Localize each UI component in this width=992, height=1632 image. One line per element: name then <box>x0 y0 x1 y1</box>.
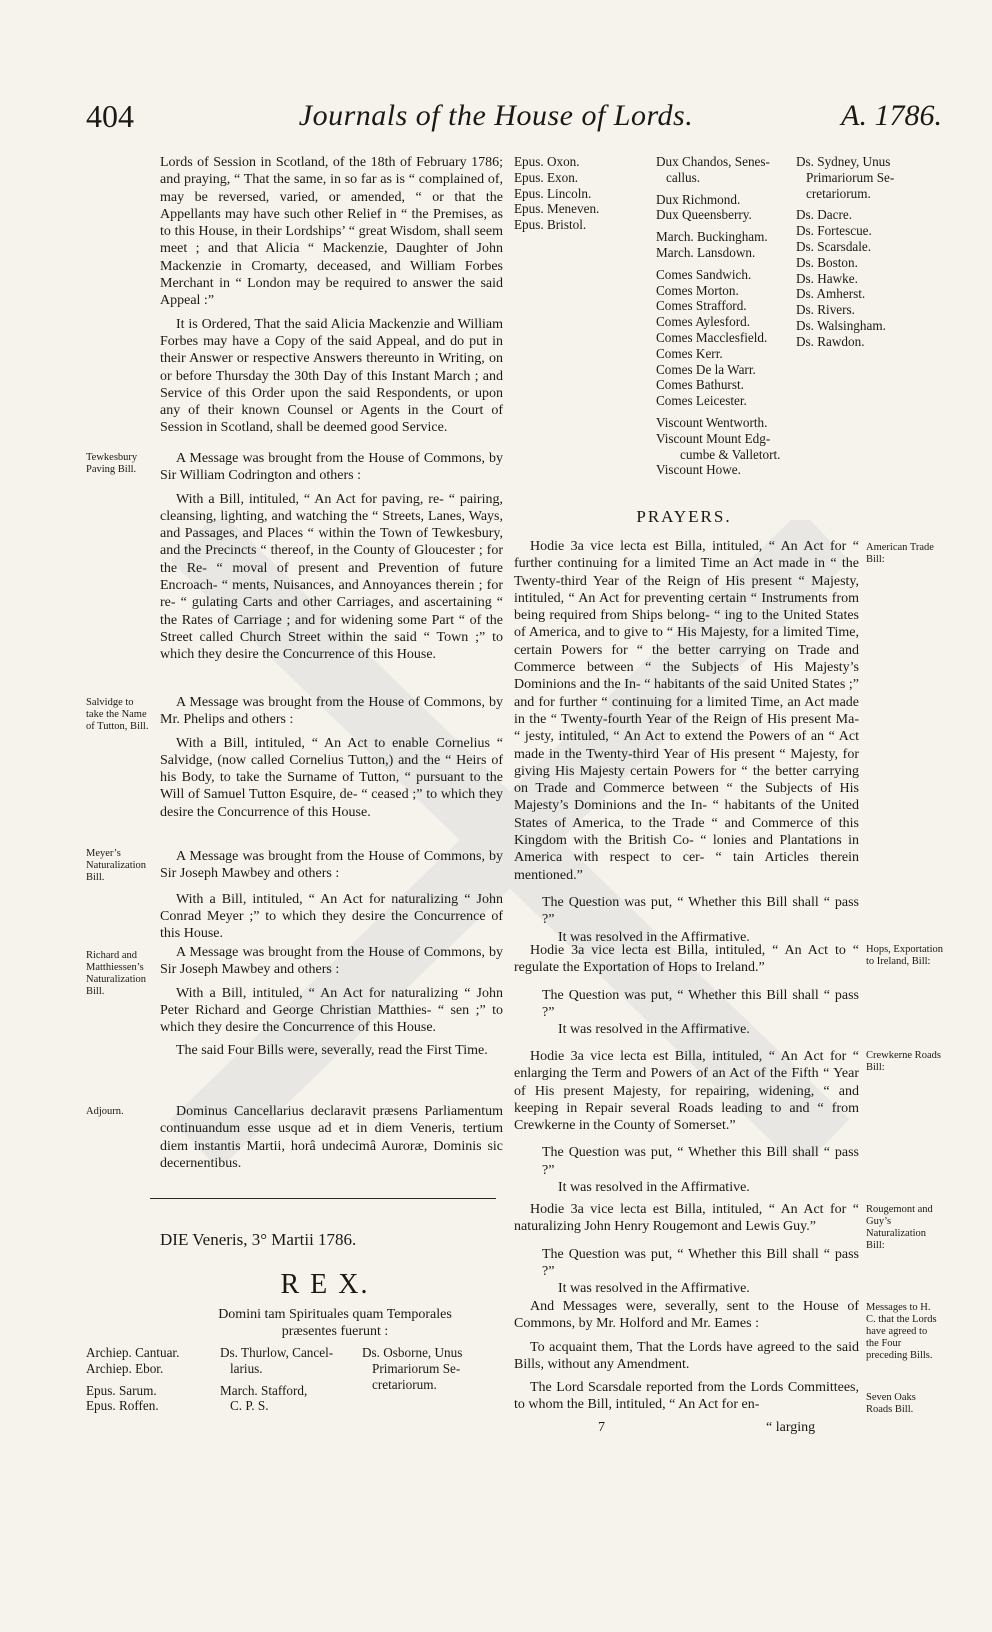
attendance-name: Comes Sandwich. <box>656 266 752 282</box>
attendance-name: March. Buckingham. <box>656 229 768 245</box>
resolved-2: It was resolved in the Affirmative. <box>558 1022 750 1038</box>
four-bills-read: The said Four Bills were, severally, read the First Time. <box>176 1043 488 1059</box>
attendance-name: March. Stafford, <box>220 1382 308 1398</box>
attendance-col-2 <box>220 1345 360 1414</box>
attendance-col-1 <box>86 1345 216 1414</box>
attendance-name: Epus. Roffen. <box>86 1398 159 1414</box>
richard-bill: With a Bill, intituled, “ An Act for naturalizing “ John Peter Richard and George Christian Matthies- “ sen ;” to which they desire the Concurrence of this House. <box>160 985 503 1036</box>
attendance-name: C. P. S. <box>230 1398 269 1414</box>
domini-line: Domini tam Spirituales quam Temporales præsentes fuerunt : <box>218 1307 452 1339</box>
right-attendance-col-3 <box>796 154 946 350</box>
attendance-name: Epus. Exon. <box>514 169 579 185</box>
attendance-name: Dux Queensberry. <box>656 207 752 223</box>
rougemont-bill: Hodie 3a vice lecta est Billa, intituled, “ An Act for “ naturalizing John Henry Rougemont and Lewis Guy.” <box>514 1202 859 1235</box>
salvidge-message: A Message was brought from the House of Commons, by Mr. Phelips and others : <box>160 695 503 728</box>
margin-note-salvidge: Salvidge to take the Name of Tutton, Bill. <box>86 697 149 732</box>
attendance-name: Viscount Mount Edg- <box>656 430 771 446</box>
attendance-name: Ds. Fortescue. <box>796 223 872 239</box>
margin-note-sevenoaks: Seven Oaks Roads Bill. <box>866 1392 916 1415</box>
tewkesbury-bill: With a Bill, intituled, “ An Act for paving, re- “ pairing, cleansing, lighting, and watching the “ Streets, Lanes, Ways, and Passages, and Places “ within the Town of Tewkesbury, and the Precincts “ thereof, in the County of Gloucester ; for the Re- “ moval of present and Prevention of future Encroach- “ ments, Nuisances, and Annoyances therein ; for re- “ gulating Carts and other Carriages, and ascertaining “ the Rates of Carriage ; and for widening some Part “ of the Street called Church Street within the said “ Town ;” to which they desire the Concurrence of this House. <box>160 491 503 663</box>
hops-bill: Hodie 3a vice lecta est Billa, intituled, “ An Act to “ regulate the Exportation of Hops to Ireland.” <box>514 943 859 976</box>
catchword: “ larging <box>766 1420 816 1435</box>
margin-note-hops: Hops, Exportation to Ireland, Bill: <box>866 944 943 967</box>
attendance-name: Ds. Hawke. <box>796 270 858 286</box>
crewkerne-entry <box>514 1048 859 1196</box>
attendance-name: cumbe & Valletort. <box>680 446 781 462</box>
acquaint-text: To acquaint them, That the Lords have agreed to the said Bills, without any Amendment. <box>514 1339 859 1372</box>
left-column <box>160 154 503 437</box>
richard-message: A Message was brought from the House of Commons, by Sir Joseph Mawbey and others : <box>160 945 503 978</box>
american-bill: Hodie 3a vice lecta est Billa, intituled, “ An Act for “ further continuing for a limited Time an Act made in “ the Twenty-third Year of the Reign of His present “ Majesty, intituled, “ An Act for preventing certain “ Instruments from being required from Ships belong- “ ing to the United States of America, and to give to “ His Majesty, for a limited Time, certain Powers for “ the better carrying on Trade and Commerce between “ the Subjects of His Majesty’s Dominions and the In- “ habitants of the said United States ;” and for further “ continuing for a limited Time, an Act made in the “ Twenty-fourth Year of the Reign of His present Ma- “ jesty, intituled, “ An Act to extend the Powers of an “ Act made in the Twenty-third Year of His present “ Majesty, for giving His Majesty certain Powers for “ the better carrying on Trade and Commerce between “ the Subjects of His Majesty’s Dominions and the In- “ habitants of the United States of America, to the Trade “ and Commerce of this Kingdom with the British Co- “ lonies and Plantations in America with respect to cer- “ tain Articles therein mentioned.” <box>514 539 859 883</box>
question-3: The Question was put, “ Whether this Bill shall “ pass ?” <box>542 1145 859 1178</box>
attendance-name: cretariorum. <box>806 185 871 201</box>
margin-note-tewkesbury: Tewkesbury Paving Bill. <box>86 452 138 475</box>
scarsdale-text: The Lord Scarsdale reported from the Lords Committees, to whom the Bill, intituled, “ An Act for en- <box>514 1380 859 1413</box>
order-paragraph: It is Ordered, That the said Alicia Mackenzie and William Forbes may have a Copy of the said Appeal, and do put in their Answer or respective Answers thereunto in Writing, on or before Thursday the 30th Day of this Instant March ; and Service of this Order upon the said Respondents, or upon any of their known Counsel or Agents in the Court of Session in Scotland, shall be deemed good Service. <box>160 316 503 436</box>
attendance-name: Comes Leicester. <box>656 393 747 409</box>
attendance-name: Comes De la Warr. <box>656 361 756 377</box>
right-attendance-col-2 <box>656 154 796 478</box>
attendance-name: Ds. Scarsdale. <box>796 238 872 254</box>
attendance-name: Viscount Howe. <box>656 462 741 478</box>
attendance-name: callus. <box>666 169 701 185</box>
tewkesbury-entry <box>160 450 503 664</box>
margin-note-adjourn: Adjourn. <box>86 1106 124 1117</box>
resolved-3: It was resolved in the Affirmative. <box>558 1180 750 1196</box>
attendance-name: Ds. Amherst. <box>796 286 866 302</box>
attendance-name: Primariorum Se- <box>372 1360 461 1376</box>
date-line: DIE Veneris, 3° Martii 1786. <box>160 1230 357 1249</box>
attendance-name: Ds. Rivers. <box>796 302 855 318</box>
attendance-name: Epus. Oxon. <box>514 154 580 169</box>
section-rule <box>150 1198 496 1199</box>
question-4: The Question was put, “ Whether this Bill shall “ pass ?” <box>542 1246 859 1279</box>
rex-heading: R E X. <box>280 1269 370 1300</box>
attendance-name: Epus. Sarum. <box>86 1382 157 1398</box>
attendance-name: Comes Macclesfield. <box>656 329 768 345</box>
rougemont-entry <box>514 1201 859 1297</box>
attendance-name: Dux Chandos, Senes- <box>656 154 770 169</box>
opening-paragraph: Lords of Session in Scotland, of the 18th of February 1786; and praying, “ That the same, in so far as is “ complained of, may be reversed, varied, or amended, “ or that the Appellants may have such other Relief in “ the Premises, as to this House, in their Lordships’ “ great Wisdom, shall seem meet ; and that Alicia “ Mackenzie, Daughter of John Mackenzie in Cromarty, deceased, and William Forbes Merchant in “ London may be required to answer the said Appeal :” <box>160 155 503 309</box>
meyer-bill: With a Bill, intituled, “ An Act for naturalizing “ John Conrad Meyer ;” to which they desire the Concurrence of this House. <box>160 891 503 942</box>
attendance-name: Ds. Boston. <box>796 254 858 270</box>
attendance-name: Dux Richmond. <box>656 191 741 207</box>
attendance-name: Epus. Lincoln. <box>514 185 592 201</box>
attendance-name: Ds. Thurlow, Cancel- <box>220 1345 334 1360</box>
attendance-name: March. Lansdown. <box>656 244 756 260</box>
question-1: The Question was put, “ Whether this Bill shall “ pass ?” <box>542 894 859 928</box>
messages-text: And Messages were, severally, sent to the House of Commons, by Mr. Holford and Mr. Eames : <box>514 1299 859 1332</box>
resolved-1: It was resolved in the Affirmative. <box>558 929 750 945</box>
attendance-name: Primariorum Se- <box>806 169 895 185</box>
tewkesbury-message: A Message was brought from the House of Commons, by Sir William Codrington and others : <box>160 451 503 484</box>
attendance-name: Comes Aylesford. <box>656 314 751 330</box>
messages-entry <box>514 1298 859 1414</box>
richard-entry <box>160 944 503 1060</box>
american-entry <box>514 538 859 946</box>
page-number: 404 <box>86 98 134 134</box>
signature-mark: 7 <box>598 1420 605 1435</box>
attendance-name: larius. <box>230 1360 263 1376</box>
attendance-name: Archiep. Ebor. <box>86 1360 164 1376</box>
adjourn-entry <box>160 1103 503 1172</box>
crewkerne-bill: Hodie 3a vice lecta est Billa, intituled, “ An Act for “ enlarging the Term and Powers of an Act of the Fifth “ Year of His present Majesty, for repairing, widening, “ and keeping in Repair several Roads leading to and “ from Crewkerne in the County of Somerset.” <box>514 1049 859 1134</box>
margin-note-american: American Trade Bill: <box>866 542 934 565</box>
attendance-name: Archiep. Cantuar. <box>86 1345 180 1360</box>
attendance-name: Epus. Meneven. <box>514 201 600 217</box>
attendance-name: Ds. Dacre. <box>796 207 853 223</box>
page-title: Journals of the House of Lords. <box>298 99 694 132</box>
salvidge-entry <box>160 694 503 821</box>
attendance-name: Comes Morton. <box>656 282 739 298</box>
margin-note-messages: Messages to H. C. that the Lords have agreed to the Four preceding Bills. <box>866 1302 937 1361</box>
attendance-name: Epus. Bristol. <box>514 217 587 233</box>
header-year: A. 1786. <box>841 99 942 132</box>
attendance-col-3 <box>362 1345 502 1392</box>
attendance-name: Comes Kerr. <box>656 345 723 361</box>
question-2: The Question was put, “ Whether this Bill shall “ pass ?” <box>542 987 859 1020</box>
hops-entry <box>514 942 859 1038</box>
margin-note-meyer: Meyer’s Naturalization Bill. <box>86 848 147 883</box>
prayers-heading: PRAYERS. <box>636 507 732 526</box>
salvidge-bill: With a Bill, intituled, “ An Act to enable Cornelius “ Salvidge, (now called Cornelius Tutton,) and the “ Heirs of his Body, to take the Surname of Tutton, “ pursuant to the Will of Samuel Tutton Esquire, de- “ ceased ;” to which they desire the Concurrence of this House. <box>160 735 503 820</box>
adjourn-text: Dominus Cancellarius declaravit præsens Parliamentum continuandum esse usque ad et in diem Veneris, tertium diem instantis Martii, horâ undecimâ Auroræ, Dominis sic decernentibus. <box>160 1104 503 1171</box>
attendance-name: Comes Bathurst. <box>656 377 744 393</box>
attendance-name: Ds. Walsingham. <box>796 317 886 333</box>
meyer-entry <box>160 848 503 942</box>
attendance-name: Viscount Wentworth. <box>656 414 768 430</box>
attendance-name: Comes Strafford. <box>656 298 747 314</box>
meyer-message: A Message was brought from the House of Commons, by Sir Joseph Mawbey and others : <box>160 849 503 882</box>
margin-note-rougemont: Rougemont and Guy’s Naturalization Bill: <box>866 1204 933 1251</box>
margin-note-crewkerne: Crewkerne Roads Bill: <box>866 1050 941 1073</box>
attendance-name: Ds. Sydney, Unus <box>796 154 891 169</box>
attendance-name: cretariorum. <box>372 1376 437 1392</box>
resolved-4: It was resolved in the Affirmative. <box>558 1281 750 1297</box>
attendance-name: Ds. Osborne, Unus <box>362 1345 463 1360</box>
attendance-name: Ds. Rawdon. <box>796 333 865 349</box>
margin-note-richard: Richard and Matthiessen’s Naturalization Bill. <box>86 950 147 997</box>
right-attendance-col-1 <box>514 154 644 233</box>
